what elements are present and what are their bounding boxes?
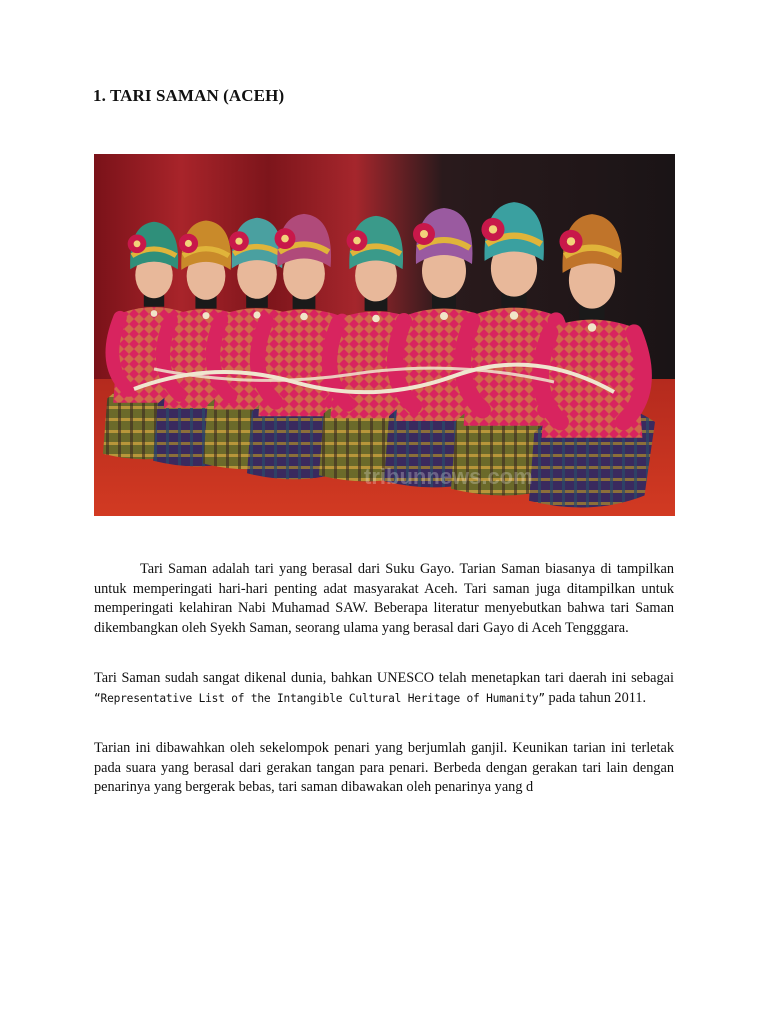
unesco-list-quote: “Representative List of the Intangible Cultural Heritage of Humanity” bbox=[94, 691, 545, 705]
paragraph-1: Tari Saman adalah tari yang berasal dari Suku Gayo. Tarian Saman biasanya di tampilkan untuk memperingati hari-hari penting adat masyarakat Aceh. Tari saman juga ditampilkan untuk memperingati kelahiran Nabi Muhamad SAW. Beberapa literatur menyebutkan bahwa tari Saman dikembangkan oleh Syekh Saman, seorang ulama yang berasal dari Gayo di Aceh Tengggara. bbox=[94, 561, 674, 636]
paragraph-3: Tarian ini dibawahkan oleh sekelompok penari yang berjumlah ganjil. Keunikan tarian ini terletak pada suara yang berasal dari gerakan tangan para penari. Berbeda dengan gerakan tari lain dengan penarinya yang bergerak bebas, tari saman dibawakan oleh penarinya yang d bbox=[94, 740, 674, 796]
section-heading: 1. TARI SAMAN (ACEH) bbox=[93, 86, 285, 105]
watermark-text: tribunnews.com bbox=[364, 464, 533, 489]
paragraph-2 bbox=[94, 669, 674, 708]
paragraph-2-text: Tari Saman sudah sangat dikenal dunia, bahkan UNESCO telah menetapkan tari daerah ini sebagai bbox=[94, 670, 674, 686]
paragraph-2-end: pada tahun 2011. bbox=[544, 689, 647, 706]
saman-dancers-photo bbox=[94, 154, 675, 516]
